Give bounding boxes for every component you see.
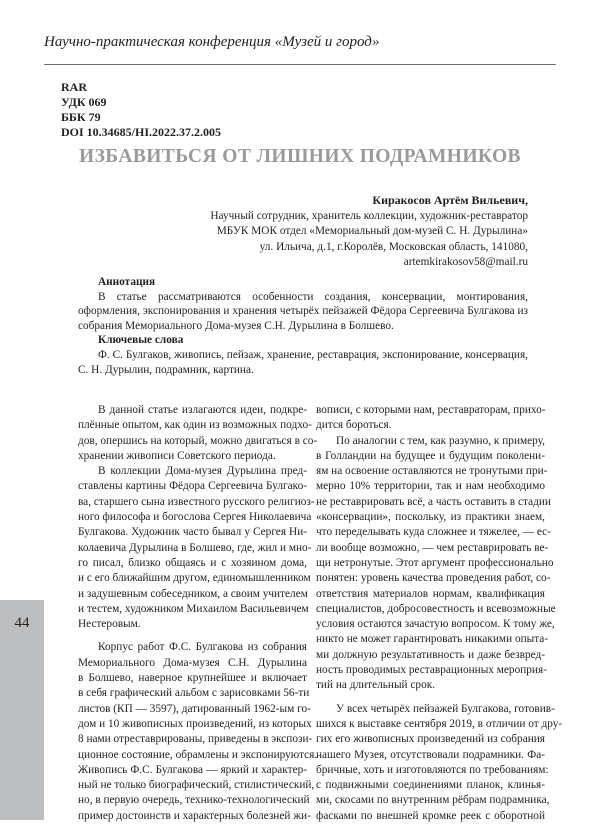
body-line: В данной статье излагаются идеи, подкре- (98, 404, 307, 416)
body-line: плённые опытом, как один из возможных подхо- (78, 419, 312, 432)
body-line: ям на освоение оставляются не тронутыми при- (316, 465, 548, 478)
rar-code: RAR (61, 80, 87, 94)
body-column-left (78, 403, 318, 824)
body-line: листов (КП — 3597), датированный 1962-ым го- (78, 702, 311, 715)
body-line: ного философа и богослова Сергея Николаевича (78, 511, 312, 524)
body-line: нашего Музея, отсутствовали подрамники. Фа- (316, 748, 545, 761)
body-line: бричные, хоть и изготовляются по требованиям: (316, 763, 549, 776)
keywords-label: Ключевые слова (98, 334, 184, 347)
body-line: Нестеровым. (78, 618, 141, 631)
paragraph-gap (78, 632, 307, 640)
body-line: фасками по внешней кромке реек с оборотной (316, 809, 545, 822)
author-address: ул. Ильича, д.1, г.Королёв, Московская область, 141080, (259, 240, 528, 253)
body-line: с подвижными соединениями планок, клинья- (316, 779, 545, 792)
body-line: ми должную результативность и даже безвред- (316, 648, 545, 661)
running-header: Научно-практическая конференция «Музей и город» (44, 34, 380, 50)
body-line: ставлены картины Фёдора Сергеевича Булгако- (78, 480, 307, 493)
body-line: ный не только биографический, стилистический, (78, 779, 315, 792)
body-line: и с его ближайшим другом, единомышленником (78, 572, 311, 585)
doi: DOI 10.34685/HI.2022.37.2.005 (61, 125, 222, 139)
body-line: 8 нами отреставрированы, приведены в экспози- (78, 733, 313, 746)
paragraph-gap (316, 694, 545, 702)
body-line: и тестем, художником Михаилом Васильевичем (78, 602, 309, 615)
body-line: понятен: уровень качества проведения работ, со- (316, 572, 551, 585)
page-number-tab (0, 600, 44, 820)
body-column-right (316, 403, 563, 824)
body-line: не реставрировать всё, а часть оставить в стадии (316, 495, 551, 508)
body-line: ли вообще возможно, — чем реставрировать ве- (316, 541, 549, 554)
header-divider (44, 64, 556, 65)
body-line: Булгакова. Художник часто бывал у Сергея Ни- (78, 526, 307, 539)
body-line: колаевича Дурылина в Болшево, где, жил и мно- (78, 541, 312, 554)
body-line: По аналогии с тем, как разумно, к примеру, (336, 434, 545, 447)
keywords-text: Ф. С. Булгаков, живопись, пейзаж, хранение, реставрация, экспонирование, консервация, С. Н. Дурылин, подрамник, картина. (78, 348, 528, 376)
abstract-block (78, 275, 528, 377)
body-line: гих его живописных произведений из собрания (316, 733, 545, 746)
body-line: Живопись Ф.С. Булгакова — яркий и характер- (78, 763, 307, 776)
body-line: в Болшево, наверное крупнейшее и включает (78, 672, 307, 685)
body-line: но, в первую очередь, технико-технологический (78, 794, 310, 807)
body-line: У всех четырёх пейзажей Булгакова, готовив- (336, 702, 555, 715)
body-line: никто не может гарантировать никакими опыта- (316, 633, 549, 646)
body-line: тий на длительный срок. (316, 679, 436, 692)
body-line: дов, опершись на который, можно двигаться в со- (78, 434, 318, 447)
body-line: шихся к выставке сентября 2019, в отличии от дру- (316, 717, 563, 730)
body-line: Мемориального Дома-музея С.Н. Дурылина (78, 656, 307, 669)
article-title: ИЗБАВИТЬСЯ ОТ ЛИШНИХ ПОДРАМНИКОВ (79, 146, 521, 167)
body-line: что переделывать куда сложнее и тяжелее, — ес- (316, 526, 551, 539)
body-line: мерно 10% территории, так и нам необходимо (316, 480, 545, 493)
abstract-label: Аннотация (98, 276, 156, 288)
bbk-code: ББК 79 (61, 110, 101, 124)
body-line: вописи, с которыми нам, реставраторам, прихо- (316, 404, 546, 416)
author-position: Научный сотрудник, хранитель коллекции, художник-реставратор (210, 209, 528, 222)
body-line: щи нетронутые. Этот аргумент профессионально (316, 556, 554, 569)
udc-code: УДК 069 (61, 95, 107, 109)
body-line: и задушевным собеседником, а своим учителем (78, 587, 308, 600)
body-line: ми, скосами по внутренним рёбрам подрамника, (316, 794, 550, 807)
body-line: в Голландии на будущее и будущим поколени- (316, 449, 545, 462)
author-organization: МБУК МОК отдел «Мемориальный дом-музей С. Н. Дурылина» (216, 225, 528, 237)
body-line: го писал, близко общаясь и с хозяином дома, (78, 556, 307, 569)
author-name: Киракосов Артём Вильевич, (372, 193, 528, 207)
body-line: хранении живописи Советского периода. (78, 449, 276, 462)
body-line: «консервации», поскольку, из практики знаем, (316, 511, 545, 524)
author-email: artemkirakosov58@mail.ru (403, 256, 528, 268)
body-line: в себя графический альбом с зарисовками 56-ти (78, 687, 310, 700)
abstract-text: В статье рассматриваются особенности создания, консервации, монтирования, оформления, экспонирования и хранения четырёх пейзажей Фёдора Сергеевича Булгакова из собрания Мемориального Дома-музея С.Н. Дурылина в Болшево. (78, 290, 528, 332)
body-line: условия остаются зачастую вопросом. К тому же, (316, 618, 555, 631)
body-line: ционное состояние, обрамлены и экспонируются. (78, 748, 318, 761)
body-line: ответствия материалов нормам, квалификация (316, 587, 545, 600)
body-line: ность проводимых реставрационных мероприя- (316, 664, 547, 677)
body-line: В коллекции Дома-музея Дурылина пред- (98, 465, 307, 478)
page-number: 44 (14, 615, 30, 631)
author-block (210, 193, 528, 271)
body-line: специалистов, добросовестность и всевозможные (316, 602, 556, 615)
classification-codes (61, 80, 221, 140)
body-line: ва, старшего сына известного русского религиоз- (78, 495, 315, 508)
body-line: Корпус работ Ф.С. Булгакова из собрания (98, 641, 307, 654)
body-line: дится бороться. (316, 419, 392, 432)
body-line: пример достоинств и характерных болезней жи- (78, 809, 311, 822)
body-line: дом и 10 живописных произведений, из которых (78, 717, 312, 730)
